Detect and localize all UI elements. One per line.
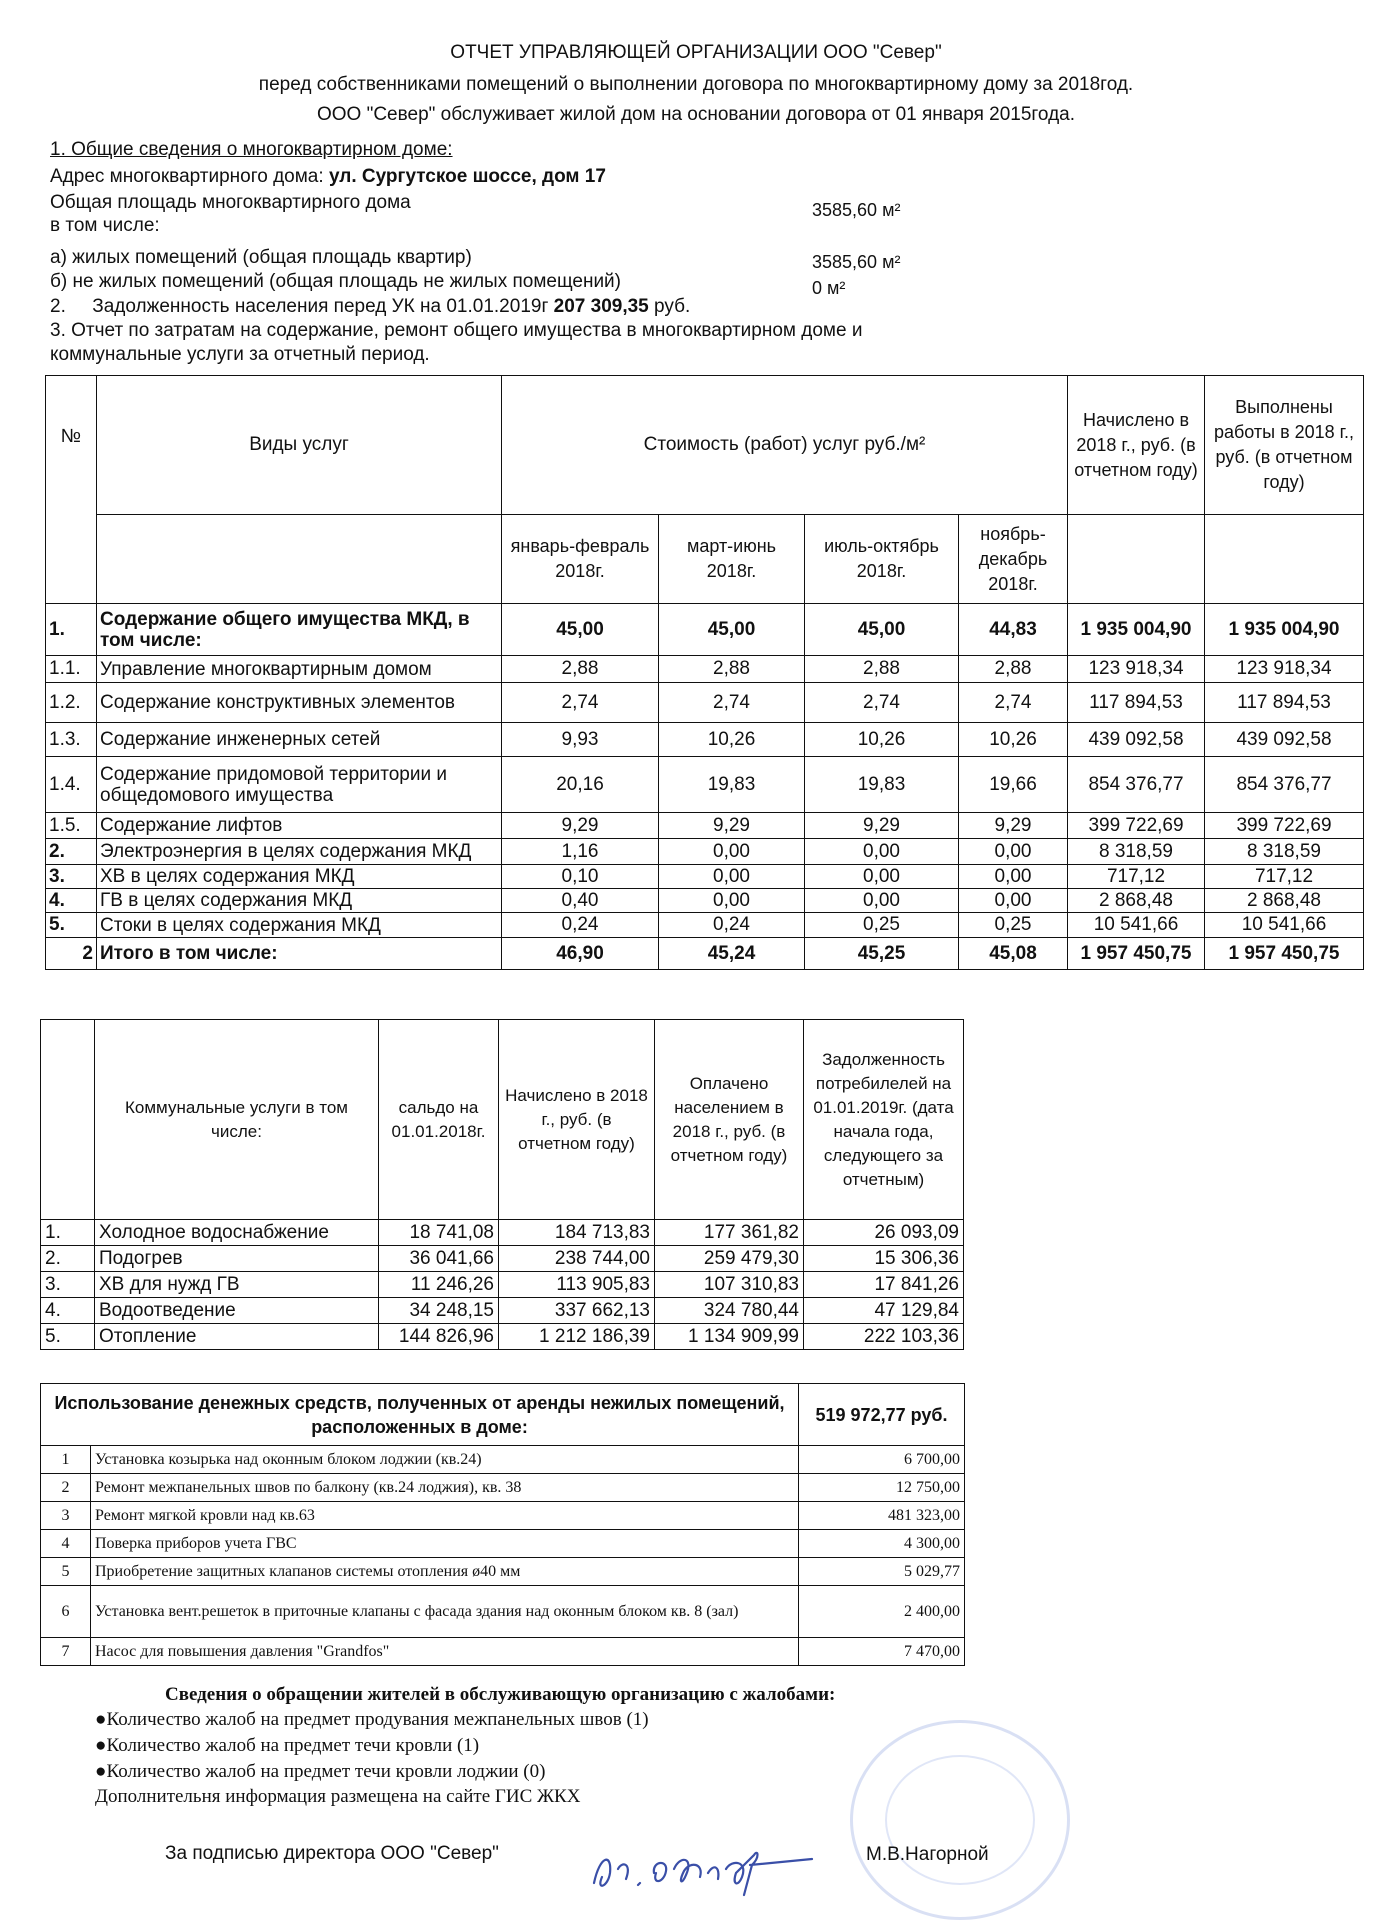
table-row [46,839,1364,865]
table-row [41,1246,964,1272]
cost-period-4: 0,00 [959,889,1068,913]
utilities-debt-header: Задолженность потребилелей на 01.01.2019г. (дата начала года, следующего за отчетным) [804,1020,964,1220]
row-num: 5. [46,913,97,938]
row-num: 7 [41,1638,91,1666]
row-num: 2 [41,1474,91,1502]
done-amount: 854 376,77 [1205,757,1364,813]
rent-table [40,1383,965,1666]
table-row [41,1298,964,1324]
utility-balance: 36 041,66 [379,1246,499,1272]
debt-unit: руб. [648,296,691,317]
cost-period-2: 0,00 [659,839,805,865]
address-value: ул. Сургутское шоссе, дом 17 [328,166,606,187]
cost-period-3: 19,83 [805,757,959,813]
col-charged-subheader [1068,515,1205,604]
charged-amount: 117 894,53 [1068,683,1205,723]
cost-period-3: 2,88 [805,656,959,683]
cost-period-1: 9,29 [502,813,659,839]
rent-item-amount: 4 300,00 [799,1530,965,1558]
cost-period-3: 0,25 [805,913,959,938]
table-row [41,1272,964,1298]
total-row [46,938,1364,970]
debt-value: 207 309,35 [553,296,649,317]
total-area-value: 3585,60 м² [812,200,901,220]
utility-charged: 238 744,00 [499,1246,655,1272]
signature-glyph [582,1825,832,1905]
report-subtitle: перед собственниками помещений о выполнении договора по многоквартирному дому за 2018год. [258,74,1134,95]
service-name: Управление многоквартирным домом [97,656,502,683]
table-row [46,604,1364,656]
living-area-label: а) жилых помещений (общая площадь квартир) [50,247,472,268]
cost-period-2: 0,24 [659,913,805,938]
col-cost-header: Стоимость (работ) услуг руб./м² [502,376,1068,515]
report-title: ОТЧЕТ УПРАВЛЯЮЩЕЙ ОРГАНИЗАЦИИ ООО "Север" [450,42,942,63]
director-name: М.В.Нагорной [866,1844,989,1865]
cost-period-4: 19,66 [959,757,1068,813]
col-type-header: Виды услуг [97,376,502,515]
service-name: Содержание общего имущества МКД, в том числе: [97,604,502,656]
utilities-charged-header: Начислено в 2018 г., руб. (в отчетном году) [499,1020,655,1220]
cost-period-3: 9,29 [805,813,959,839]
rent-item-amount: 481 323,00 [799,1502,965,1530]
utility-paid: 107 310,83 [655,1272,804,1298]
col-charged-header: Начислено в 2018 г., руб. (в отчетном году) [1068,376,1205,515]
charged-amount: 439 092,58 [1068,723,1205,757]
utility-balance: 144 826,96 [379,1324,499,1350]
done-amount: 117 894,53 [1205,683,1364,723]
row-num: 6 [41,1586,91,1638]
rent-item-name: Поверка приборов учета ГВС [91,1530,799,1558]
cost-period-4: 9,29 [959,813,1068,839]
rent-item-name: Приобретение защитных клапанов системы отопления ø40 мм [91,1558,799,1586]
utility-name: Водоотведение [95,1298,379,1324]
row-num: 4. [41,1298,95,1324]
rent-title: Использование денежных средств, полученных от аренды нежилых помещений, расположенных в доме: [41,1384,799,1446]
services-table [45,375,1364,970]
cost-period-1: 0,24 [502,913,659,938]
service-name: Стоки в целях содержания МКД [97,913,502,938]
cost-period-3: 0,00 [805,839,959,865]
period-header: ноябрь-декабрь 2018г. [959,515,1068,604]
service-name: Итого в том числе: [97,938,502,970]
utility-paid: 324 780,44 [655,1298,804,1324]
nonliving-area-label: б) не жилых помещений (общая площадь не жилых помещений) [50,271,622,292]
period-header: март-июнь 2018г. [659,515,805,604]
row-num: 3 [41,1502,91,1530]
col-done-header: Выполнены работы в 2018 г., руб. (в отчетном году) [1205,376,1364,515]
utilities-num-header [41,1020,95,1220]
utility-debt: 15 306,36 [804,1246,964,1272]
cost-period-1: 1,16 [502,839,659,865]
service-name: Содержание лифтов [97,813,502,839]
cost-period-4: 2,74 [959,683,1068,723]
done-amount: 717,12 [1205,865,1364,889]
period-header: июль-октябрь 2018г. [805,515,959,604]
row-num: 1.3. [46,723,97,757]
col-type-subheader [97,515,502,604]
cost-period-1: 9,93 [502,723,659,757]
address-label: Адрес многоквартирного дома: [50,166,329,187]
rent-item-name: Насос для повышения давления "Grandfos" [91,1638,799,1666]
row-num: 1.1. [46,656,97,683]
cost-period-4: 0,00 [959,865,1068,889]
charged-amount: 123 918,34 [1068,656,1205,683]
complaint-item: ●Количество жалоб на предмет течи кровли лоджии (0) [95,1761,546,1782]
cost-period-3: 45,25 [805,938,959,970]
service-name: Содержание инженерных сетей [97,723,502,757]
rent-item-amount: 5 029,77 [799,1558,965,1586]
rent-item-amount: 2 400,00 [799,1586,965,1638]
cost-period-4: 0,25 [959,913,1068,938]
utility-paid: 259 479,30 [655,1246,804,1272]
section3-line2: коммунальные услуги за отчетный период. [50,344,430,365]
table-row [41,1558,965,1586]
table-row [41,1530,965,1558]
table-row [41,1502,965,1530]
utility-balance: 18 741,08 [379,1220,499,1246]
complaints-extra: Дополнительня информация размещена на сайте ГИС ЖКХ [95,1786,581,1807]
report-contract-line: ООО "Север" обслуживает жилой дом на основании договора от 01 января 2015года. [316,104,1076,125]
utility-balance: 34 248,15 [379,1298,499,1324]
utility-name: Отопление [95,1324,379,1350]
done-amount: 2 868,48 [1205,889,1364,913]
utility-debt: 222 103,36 [804,1324,964,1350]
cost-period-2: 0,00 [659,865,805,889]
charged-amount: 2 868,48 [1068,889,1205,913]
utility-debt: 17 841,26 [804,1272,964,1298]
row-num: 2. [41,1246,95,1272]
table-row [46,913,1364,938]
row-num: 4. [46,889,97,913]
utility-name: Холодное водоснабжение [95,1220,379,1246]
table-row [46,889,1364,913]
row-num: 1.5. [46,813,97,839]
table-row [41,1324,964,1350]
row-num: 2 [46,938,97,970]
utility-paid: 177 361,82 [655,1220,804,1246]
rent-item-amount: 6 700,00 [799,1446,965,1474]
row-num: 5 [41,1558,91,1586]
done-amount: 1 957 450,75 [1205,938,1364,970]
debt-line [50,295,690,319]
done-amount: 10 541,66 [1205,913,1364,938]
row-num: 1. [41,1220,95,1246]
charged-amount: 854 376,77 [1068,757,1205,813]
cost-period-2: 45,24 [659,938,805,970]
total-area-label: Общая площадь многоквартирного дома [50,192,411,213]
cost-period-2: 0,00 [659,889,805,913]
service-name: Содержание конструктивных элементов [97,683,502,723]
table-row [46,813,1364,839]
table-row [46,865,1364,889]
complaint-item: ●Количество жалоб на предмет продувания межпанельных швов (1) [95,1709,649,1730]
address-line [50,165,606,189]
rent-item-name: Установка вент.решеток в приточные клапаны с фасада здания над оконным блоком кв. 8 (зал) [91,1586,799,1638]
cost-period-3: 0,00 [805,865,959,889]
rent-item-name: Ремонт мягкой кровли над кв.63 [91,1502,799,1530]
done-amount: 123 918,34 [1205,656,1364,683]
done-amount: 399 722,69 [1205,813,1364,839]
utilities-table [40,1019,964,1350]
cost-period-3: 10,26 [805,723,959,757]
row-num: 4 [41,1530,91,1558]
utility-name: ХВ для нужд ГВ [95,1272,379,1298]
rent-item-amount: 12 750,00 [799,1474,965,1502]
cost-period-2: 45,00 [659,604,805,656]
service-name: Электроэнергия в целях содержания МКД [97,839,502,865]
cost-period-4: 10,26 [959,723,1068,757]
cost-period-3: 0,00 [805,889,959,913]
col-done-subheader [1205,515,1364,604]
charged-amount: 1 935 004,90 [1068,604,1205,656]
charged-amount: 8 318,59 [1068,839,1205,865]
utilities-balance-header: сальдо на 01.01.2018г. [379,1020,499,1220]
cost-period-3: 45,00 [805,604,959,656]
row-num: 5. [41,1324,95,1350]
table-row [46,656,1364,683]
row-num: 1.2. [46,683,97,723]
utility-charged: 337 662,13 [499,1298,655,1324]
cost-period-1: 20,16 [502,757,659,813]
service-name: Содержание придомовой территории и общедомового имущества [97,757,502,813]
charged-amount: 10 541,66 [1068,913,1205,938]
living-area-value: 3585,60 м² [812,252,901,272]
debt-label: Задолженность населения перед УК на 01.01.2019г [92,296,554,317]
cost-period-2: 2,88 [659,656,805,683]
utility-balance: 11 246,26 [379,1272,499,1298]
row-num: 1 [41,1446,91,1474]
cost-period-4: 45,08 [959,938,1068,970]
done-amount: 439 092,58 [1205,723,1364,757]
cost-period-4: 2,88 [959,656,1068,683]
rent-item-amount: 7 470,00 [799,1638,965,1666]
cost-period-4: 44,83 [959,604,1068,656]
cost-period-1: 2,74 [502,683,659,723]
cost-period-2: 10,26 [659,723,805,757]
nonliving-area-value: 0 м² [812,278,846,298]
utility-debt: 47 129,84 [804,1298,964,1324]
utility-paid: 1 134 909,99 [655,1324,804,1350]
cost-period-1: 0,10 [502,865,659,889]
table-row [41,1220,964,1246]
cost-period-4: 0,00 [959,839,1068,865]
utility-charged: 1 212 186,39 [499,1324,655,1350]
charged-amount: 1 957 450,75 [1068,938,1205,970]
signature-label: За подписью директора ООО "Север" [165,1843,499,1864]
cost-period-1: 0,40 [502,889,659,913]
table-row [41,1474,965,1502]
row-num: 1. [46,604,97,656]
cost-period-2: 19,83 [659,757,805,813]
done-amount: 1 935 004,90 [1205,604,1364,656]
rent-total: 519 972,77 руб. [799,1384,965,1446]
section-general-title: 1. Общие сведения о многоквартирном доме: [50,139,453,160]
cost-period-1: 2,88 [502,656,659,683]
period-header: январь-февраль 2018г. [502,515,659,604]
row-num: 3. [41,1272,95,1298]
rent-item-name: Ремонт межпанельных швов по балкону (кв.24 лоджия), кв. 38 [91,1474,799,1502]
row-num: 1.4. [46,757,97,813]
debt-num: 2. [50,296,66,317]
utility-debt: 26 093,09 [804,1220,964,1246]
cost-period-3: 2,74 [805,683,959,723]
cost-period-2: 2,74 [659,683,805,723]
cost-period-1: 46,90 [502,938,659,970]
utilities-name-header: Коммунальные услуги в том числе: [95,1020,379,1220]
utility-charged: 113 905,83 [499,1272,655,1298]
table-row [41,1638,965,1666]
charged-amount: 399 722,69 [1068,813,1205,839]
table-row [46,723,1364,757]
col-num-header: № [46,376,97,604]
cost-period-2: 9,29 [659,813,805,839]
rent-item-name: Установка козырька над оконным блоком лоджии (кв.24) [91,1446,799,1474]
done-amount: 8 318,59 [1205,839,1364,865]
handwritten-signature [582,1825,832,1905]
section3-line1: 3. Отчет по затратам на содержание, ремонт общего имущества в многоквартирном доме и [50,320,863,341]
table-row [41,1446,965,1474]
charged-amount: 717,12 [1068,865,1205,889]
utility-name: Подогрев [95,1246,379,1272]
row-num: 2. [46,839,97,865]
complaint-item: ●Количество жалоб на предмет течи кровли (1) [95,1735,480,1756]
including-label: в том числе: [50,215,160,236]
table-row [46,683,1364,723]
cost-period-1: 45,00 [502,604,659,656]
utilities-paid-header: Оплачено населением в 2018 г., руб. (в отчетном году) [655,1020,804,1220]
row-num: 3. [46,865,97,889]
table-row [46,757,1364,813]
table-row [41,1586,965,1638]
complaints-title: Сведения о обращении жителей в обслуживающую организацию с жалобами: [165,1684,836,1705]
utility-charged: 184 713,83 [499,1220,655,1246]
service-name: ГВ в целях содержания МКД [97,889,502,913]
service-name: ХВ в целях содержания МКД [97,865,502,889]
